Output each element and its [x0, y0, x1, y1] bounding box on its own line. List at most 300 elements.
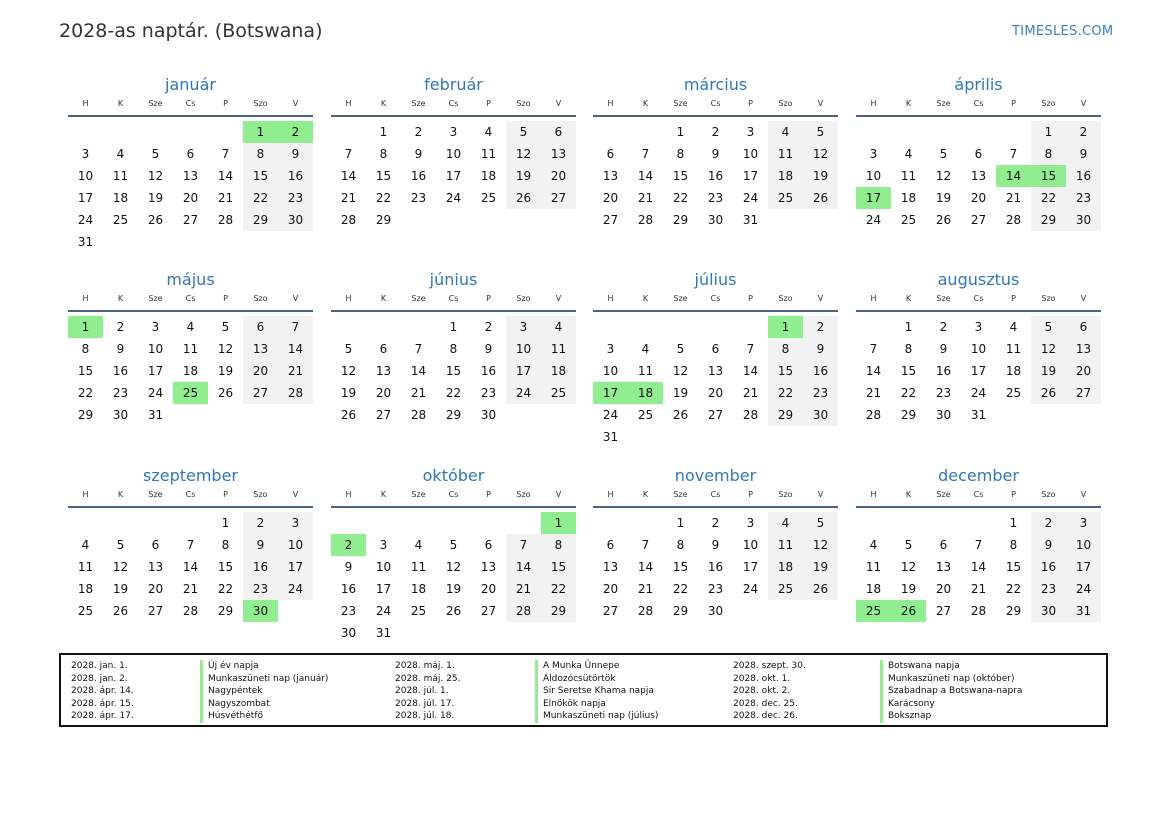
weekday-label: V: [817, 490, 824, 499]
day-cell: 19: [506, 165, 541, 187]
day-cell: 18: [768, 165, 803, 187]
day-cell: 4: [414, 538, 423, 552]
legend-date: 2028. dec. 26.: [733, 711, 798, 722]
day-cell: 2: [1066, 121, 1101, 143]
day-cell: 13: [602, 560, 619, 574]
empty-cell: [733, 316, 768, 338]
weekday-label: K: [117, 99, 124, 108]
day-cell: 12: [1031, 338, 1066, 360]
day-cell: 23: [707, 191, 724, 205]
weekday-label: Cs: [710, 294, 721, 303]
empty-cell: [436, 512, 471, 534]
day-cell: 22: [217, 582, 234, 596]
day-cell: 24: [970, 386, 987, 400]
day-cell: 11: [1005, 342, 1022, 356]
day-cell: 16: [480, 364, 497, 378]
day-cell: 23: [1066, 187, 1101, 209]
legend-holiday-name: A Munka Ünnepe: [535, 660, 658, 673]
day-cell: 17: [742, 169, 759, 183]
weekday-header: [593, 292, 838, 312]
weekday-label: Cs: [710, 99, 721, 108]
day-cell: 12: [217, 342, 234, 356]
day-cell: 13: [480, 560, 497, 574]
empty-cell: [961, 121, 996, 143]
legend-date: 2028. ápr. 17.: [71, 711, 134, 722]
day-cell: 3: [974, 320, 983, 334]
holiday-day-cell: 1: [68, 316, 103, 338]
day-cell: 19: [935, 191, 952, 205]
day-cell: 28: [637, 604, 654, 618]
legend-date: 2028. júl. 17.: [395, 698, 455, 709]
day-cell: 7: [221, 147, 230, 161]
day-cell: 4: [1009, 320, 1018, 334]
weekday-label: Szo: [778, 490, 793, 499]
day-cell: 18: [900, 191, 917, 205]
day-cell: 21: [506, 578, 541, 600]
day-cell: 26: [340, 408, 357, 422]
weekday-label: H: [82, 99, 89, 108]
day-cell: 3: [151, 320, 160, 334]
day-cell: 21: [182, 582, 199, 596]
weekday-label: K: [905, 99, 912, 108]
day-cell: 8: [81, 342, 90, 356]
day-cell: 16: [340, 582, 357, 596]
holiday-day-cell: 14: [996, 165, 1031, 187]
weekday-label: V: [555, 99, 562, 108]
holiday-day-cell: 1: [243, 121, 278, 143]
day-cell: 26: [445, 604, 462, 618]
day-cell: 30: [707, 213, 724, 227]
month-10: [331, 464, 576, 644]
holiday-day-cell: 17: [856, 187, 891, 209]
day-cell: 3: [449, 125, 458, 139]
weekday-label: K: [380, 490, 387, 499]
weekday-label: Cs: [448, 294, 459, 303]
day-cell: 21: [1005, 191, 1022, 205]
day-cell: 18: [410, 582, 427, 596]
day-cell: 8: [379, 147, 388, 161]
day-cell: 20: [147, 582, 164, 596]
day-cell: 8: [904, 342, 913, 356]
day-cell: 26: [112, 604, 129, 618]
day-cell: 6: [186, 147, 195, 161]
day-cell: 30: [803, 404, 838, 426]
day-cell: 8: [676, 538, 685, 552]
weekday-label: Sze: [148, 99, 163, 108]
weekday-label: Sze: [148, 294, 163, 303]
day-grid: [593, 512, 838, 622]
day-cell: 7: [746, 342, 755, 356]
weekday-header: [331, 488, 576, 508]
day-cell: 12: [112, 560, 129, 574]
empty-cell: [996, 121, 1031, 143]
weekday-label: Cs: [973, 99, 984, 108]
day-cell: 24: [77, 213, 94, 227]
page-title: 2028-as naptár. (Botswana): [59, 20, 323, 42]
month-name: október: [422, 466, 485, 485]
weekday-label: K: [380, 99, 387, 108]
day-cell: 9: [711, 538, 720, 552]
day-cell: 3: [746, 516, 755, 530]
day-cell: 4: [541, 316, 576, 338]
month-5: [68, 268, 313, 426]
day-cell: 5: [449, 538, 458, 552]
weekday-label: P: [223, 294, 228, 303]
day-cell: 18: [182, 364, 199, 378]
legend-names-col-2: [535, 660, 658, 723]
weekday-header: [68, 97, 313, 117]
day-cell: 24: [865, 213, 882, 227]
day-cell: 17: [445, 169, 462, 183]
weekday-label: Szo: [253, 490, 268, 499]
day-cell: 16: [278, 165, 313, 187]
day-cell: 15: [445, 364, 462, 378]
day-grid: [68, 512, 313, 622]
day-cell: 15: [900, 364, 917, 378]
day-cell: 12: [445, 560, 462, 574]
day-cell: 26: [506, 187, 541, 209]
day-cell: 23: [480, 386, 497, 400]
day-cell: 8: [676, 147, 685, 161]
day-cell: 29: [1005, 604, 1022, 618]
day-cell: 27: [970, 213, 987, 227]
day-cell: 31: [1066, 600, 1101, 622]
legend-date: 2028. júl. 1.: [395, 686, 449, 697]
day-cell: 28: [340, 213, 357, 227]
month-name: december: [938, 466, 1019, 485]
weekday-header: [593, 488, 838, 508]
day-cell: 1: [904, 320, 913, 334]
day-cell: 28: [506, 600, 541, 622]
weekday-label: Cs: [448, 490, 459, 499]
day-cell: 10: [742, 538, 759, 552]
day-cell: 5: [151, 147, 160, 161]
weekday-label: Szo: [1041, 490, 1056, 499]
weekday-label: Cs: [185, 490, 196, 499]
day-cell: 25: [541, 382, 576, 404]
day-cell: 10: [445, 147, 462, 161]
holiday-day-cell: 15: [1031, 165, 1066, 187]
day-cell: 22: [672, 191, 689, 205]
day-cell: 7: [1009, 147, 1018, 161]
day-cell: 29: [768, 404, 803, 426]
day-cell: 30: [340, 626, 357, 640]
day-cell: 5: [221, 320, 230, 334]
weekday-header: [68, 292, 313, 312]
day-cell: 16: [112, 364, 129, 378]
weekday-header: [593, 97, 838, 117]
day-grid: [593, 316, 838, 448]
day-grid: [331, 316, 576, 426]
day-cell: 10: [1066, 534, 1101, 556]
day-cell: 21: [217, 191, 234, 205]
day-cell: 3: [506, 316, 541, 338]
day-cell: 24: [506, 382, 541, 404]
day-cell: 17: [278, 556, 313, 578]
weekday-label: H: [607, 294, 614, 303]
legend-date: 2028. dec. 25.: [733, 698, 798, 709]
day-cell: 10: [278, 534, 313, 556]
day-cell: 18: [1005, 364, 1022, 378]
day-cell: 20: [1066, 360, 1101, 382]
legend-holiday-name: Nagyszombat: [200, 698, 328, 711]
day-cell: 3: [746, 125, 755, 139]
weekday-label: V: [292, 294, 299, 303]
day-cell: 28: [182, 604, 199, 618]
weekday-label: H: [870, 294, 877, 303]
month-name: március: [683, 75, 748, 94]
day-cell: 16: [1031, 556, 1066, 578]
day-cell: 13: [970, 169, 987, 183]
day-cell: 11: [77, 560, 94, 574]
holiday-day-cell: 30: [243, 600, 278, 622]
day-cell: 15: [541, 556, 576, 578]
day-cell: 5: [344, 342, 353, 356]
day-cell: 30: [935, 408, 952, 422]
month-2: [331, 73, 576, 231]
empty-cell: [891, 121, 926, 143]
day-cell: 10: [602, 364, 619, 378]
day-cell: 25: [77, 604, 94, 618]
day-cell: 9: [711, 147, 720, 161]
day-cell: 13: [602, 169, 619, 183]
legend-holiday-name: Boksznap: [880, 710, 1022, 723]
weekday-label: H: [345, 294, 352, 303]
day-cell: 17: [506, 360, 541, 382]
day-cell: 17: [742, 560, 759, 574]
day-grid: [331, 121, 576, 231]
weekday-label: V: [817, 294, 824, 303]
weekday-label: H: [345, 99, 352, 108]
day-cell: 19: [217, 364, 234, 378]
day-cell: 9: [243, 534, 278, 556]
day-cell: 20: [602, 582, 619, 596]
legend-date: 2028. máj. 1.: [395, 661, 455, 671]
day-cell: 4: [641, 342, 650, 356]
day-cell: 24: [147, 386, 164, 400]
legend-dates-col-1: [71, 660, 134, 723]
day-cell: 11: [112, 169, 129, 183]
weekday-header: [856, 292, 1101, 312]
day-cell: 2: [484, 320, 493, 334]
legend-dates-col-2: [395, 660, 460, 723]
day-cell: 11: [637, 364, 654, 378]
day-cell: 10: [865, 169, 882, 183]
day-cell: 28: [1005, 213, 1022, 227]
day-cell: 2: [414, 125, 423, 139]
day-cell: 13: [935, 560, 952, 574]
day-grid: [68, 121, 313, 253]
weekday-label: P: [223, 99, 228, 108]
weekday-header: [331, 292, 576, 312]
weekday-label: K: [905, 490, 912, 499]
day-cell: 10: [742, 147, 759, 161]
month-name: augusztus: [937, 270, 1020, 289]
day-cell: 24: [445, 191, 462, 205]
day-cell: 27: [602, 604, 619, 618]
day-cell: 14: [340, 169, 357, 183]
empty-cell: [628, 121, 663, 143]
day-cell: 9: [414, 147, 423, 161]
weekday-label: H: [82, 294, 89, 303]
day-cell: 28: [278, 382, 313, 404]
month-name: február: [424, 75, 483, 94]
legend-holiday-name: Karácsony: [880, 698, 1022, 711]
weekday-label: V: [1080, 490, 1087, 499]
day-cell: 10: [147, 342, 164, 356]
legend-names-col-3: [880, 660, 1022, 723]
day-cell: 7: [869, 342, 878, 356]
weekday-label: K: [642, 490, 649, 499]
day-cell: 26: [1031, 382, 1066, 404]
day-grid: [68, 316, 313, 426]
holiday-day-cell: 18: [628, 382, 663, 404]
day-cell: 23: [935, 386, 952, 400]
day-cell: 14: [637, 169, 654, 183]
day-cell: 14: [278, 338, 313, 360]
weekday-label: Sze: [411, 490, 426, 499]
day-cell: 16: [803, 360, 838, 382]
day-cell: 11: [768, 534, 803, 556]
day-grid: [856, 121, 1101, 231]
day-cell: 13: [182, 169, 199, 183]
day-cell: 27: [375, 408, 392, 422]
day-cell: 6: [541, 121, 576, 143]
day-cell: 20: [970, 191, 987, 205]
day-cell: 30: [707, 604, 724, 618]
day-cell: 13: [707, 364, 724, 378]
weekday-label: Szo: [253, 294, 268, 303]
day-grid: [331, 512, 576, 644]
day-cell: 19: [147, 191, 164, 205]
day-cell: 29: [900, 408, 917, 422]
day-cell: 9: [278, 143, 313, 165]
empty-cell: [401, 512, 436, 534]
legend-holiday-name: Új év napja: [200, 660, 328, 673]
day-cell: 3: [81, 147, 90, 161]
day-cell: 11: [480, 147, 497, 161]
day-cell: 30: [1066, 209, 1101, 231]
month-9: [68, 464, 313, 622]
empty-cell: [103, 512, 138, 534]
empty-cell: [366, 316, 401, 338]
day-cell: 30: [480, 408, 497, 422]
empty-cell: [331, 512, 366, 534]
day-cell: 27: [935, 604, 952, 618]
day-cell: 11: [182, 342, 199, 356]
day-cell: 24: [742, 191, 759, 205]
day-cell: 5: [939, 147, 948, 161]
day-cell: 9: [116, 342, 125, 356]
day-cell: 21: [410, 386, 427, 400]
day-cell: 13: [147, 560, 164, 574]
legend-date: 2028. júl. 18.: [395, 711, 455, 722]
weekday-label: Szo: [778, 99, 793, 108]
day-cell: 5: [803, 512, 838, 534]
day-cell: 21: [970, 582, 987, 596]
day-cell: 7: [344, 147, 353, 161]
month-11: [593, 464, 838, 622]
weekday-label: V: [817, 99, 824, 108]
weekday-label: Cs: [710, 490, 721, 499]
holiday-day-cell: 26: [891, 600, 926, 622]
weekday-label: K: [905, 294, 912, 303]
empty-cell: [173, 512, 208, 534]
day-cell: 25: [410, 604, 427, 618]
weekday-label: P: [748, 490, 753, 499]
day-cell: 26: [803, 578, 838, 600]
empty-cell: [961, 512, 996, 534]
day-cell: 31: [742, 213, 759, 227]
day-cell: 13: [1066, 338, 1101, 360]
day-cell: 22: [768, 382, 803, 404]
day-cell: 22: [77, 386, 94, 400]
empty-cell: [926, 512, 961, 534]
legend-holiday-name: Szabadnap a Botswana-napra: [880, 685, 1022, 698]
day-cell: 29: [672, 213, 689, 227]
day-cell: 26: [217, 386, 234, 400]
legend-names-col-1: [200, 660, 328, 723]
month-12: [856, 464, 1101, 622]
day-cell: 25: [768, 187, 803, 209]
day-cell: 27: [243, 382, 278, 404]
day-cell: 8: [1009, 538, 1018, 552]
day-cell: 3: [278, 512, 313, 534]
day-cell: 11: [865, 560, 882, 574]
day-cell: 24: [1066, 578, 1101, 600]
empty-cell: [331, 121, 366, 143]
weekday-label: H: [82, 490, 89, 499]
weekday-label: Szo: [516, 490, 531, 499]
day-cell: 11: [410, 560, 427, 574]
day-cell: 12: [900, 560, 917, 574]
day-cell: 23: [243, 578, 278, 600]
weekday-label: K: [642, 294, 649, 303]
day-cell: 18: [541, 360, 576, 382]
empty-cell: [856, 121, 891, 143]
month-name: május: [166, 270, 215, 289]
month-name: április: [954, 75, 1003, 94]
weekday-label: P: [223, 490, 228, 499]
legend-date: 2028. szept. 30.: [733, 661, 806, 671]
day-cell: 21: [637, 582, 654, 596]
weekday-label: V: [292, 490, 299, 499]
weekday-label: H: [607, 490, 614, 499]
day-cell: 3: [379, 538, 388, 552]
legend-holiday-name: Munkaszüneti nap (július): [535, 710, 658, 723]
day-cell: 25: [637, 408, 654, 422]
empty-cell: [593, 121, 628, 143]
day-cell: 15: [77, 364, 94, 378]
day-cell: 4: [81, 538, 90, 552]
weekday-label: Szo: [253, 99, 268, 108]
day-cell: 17: [1066, 556, 1101, 578]
day-cell: 21: [278, 360, 313, 382]
brand-logo-text[interactable]: TIMESLES.COM: [1012, 24, 1114, 39]
holiday-day-cell: 1: [541, 512, 576, 534]
day-cell: 26: [147, 213, 164, 227]
day-cell: 25: [900, 213, 917, 227]
day-cell: 24: [375, 604, 392, 618]
weekday-header: [856, 97, 1101, 117]
day-cell: 20: [182, 191, 199, 205]
day-cell: 17: [375, 582, 392, 596]
day-cell: 29: [672, 604, 689, 618]
day-cell: 7: [506, 534, 541, 556]
weekday-label: K: [642, 99, 649, 108]
legend-date: 2028. ápr. 14.: [71, 686, 134, 697]
day-cell: 28: [742, 408, 759, 422]
